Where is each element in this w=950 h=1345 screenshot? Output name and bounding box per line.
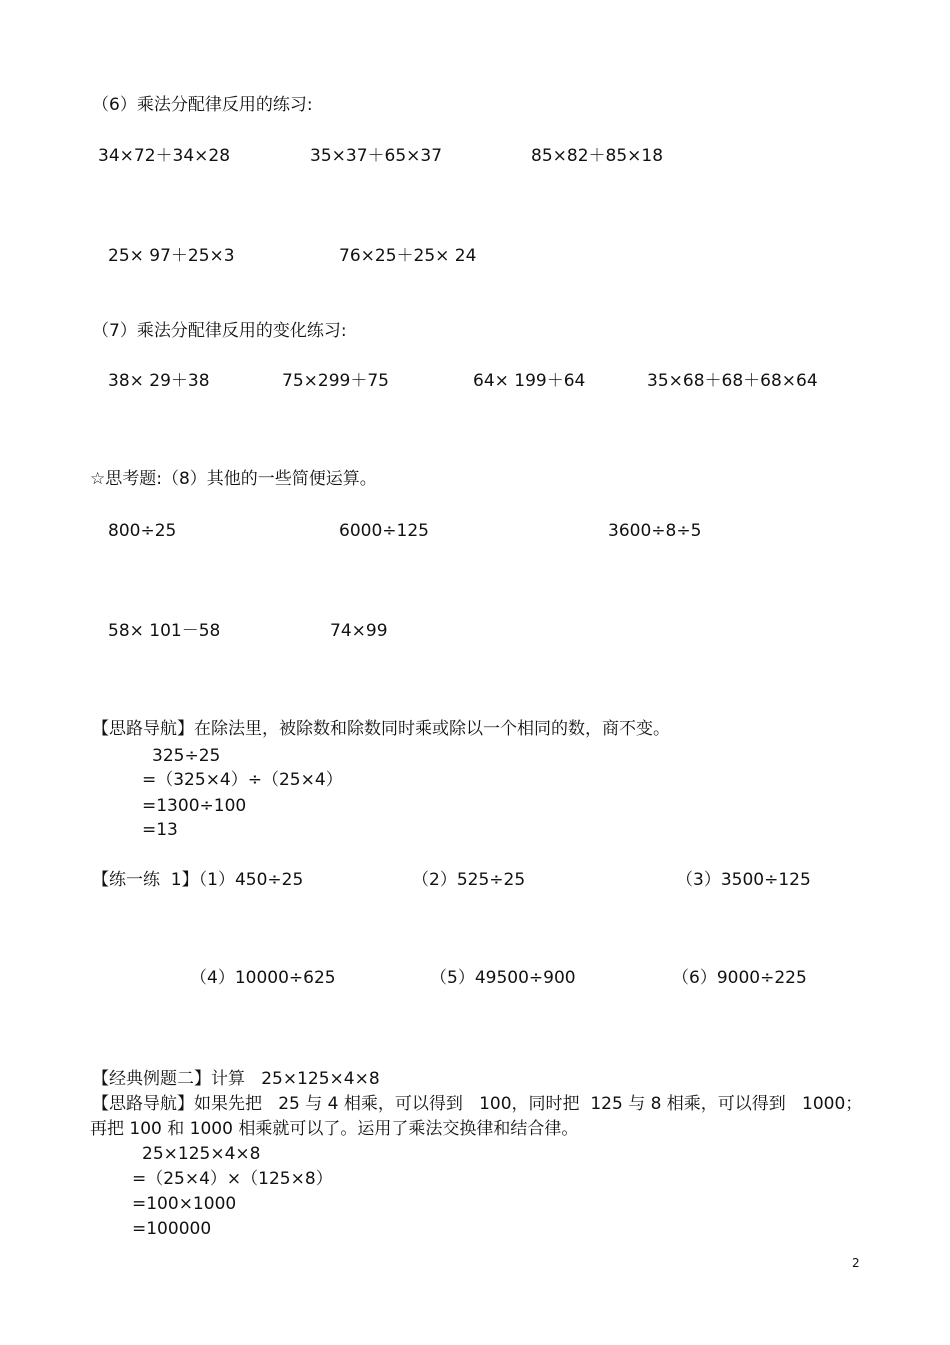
exercise-6-1: 34×72＋34×28 bbox=[98, 146, 231, 166]
example-2-guide-line-1: 【思路导航】如果先把 25 与 4 相乘，可以得到 100，同时把 125 与 8 相乘，可以得到 1000； bbox=[92, 1094, 863, 1114]
exercise-7-2: 75×299＋75 bbox=[282, 371, 389, 391]
exercise-8-3: 3600÷8÷5 bbox=[608, 521, 702, 541]
exercise-6-4: 25× 97＋25×3 bbox=[108, 246, 235, 266]
exercise-7-4: 35×68＋68＋68×64 bbox=[647, 371, 818, 391]
practice-1-2: （2）525÷25 bbox=[412, 870, 526, 890]
exercise-8-5: 74×99 bbox=[330, 621, 388, 641]
section-8-heading: ☆思考题:（8）其他的一些简便运算。 bbox=[90, 469, 377, 489]
example-2-step-2: =（25×4）×（125×8） bbox=[132, 1169, 333, 1189]
example-2-guide-line-2: 再把 100 和 1000 相乘就可以了。运用了乘法交换律和结合律。 bbox=[90, 1119, 579, 1139]
practice-1-5: （5）49500÷900 bbox=[430, 968, 576, 988]
exercise-7-3: 64× 199＋64 bbox=[473, 371, 586, 391]
page-number: 2 bbox=[852, 1256, 860, 1270]
section-6-heading: （6）乘法分配律反用的练习: bbox=[92, 95, 313, 115]
example-2-step-4: =100000 bbox=[132, 1219, 212, 1239]
exercise-8-2: 6000÷125 bbox=[339, 521, 429, 541]
exercise-8-4: 58× 101－58 bbox=[108, 621, 221, 641]
exercise-8-1: 800÷25 bbox=[108, 521, 177, 541]
guide-1-step-2: =（325×4）÷（25×4） bbox=[142, 770, 343, 790]
practice-1-4: （4）10000÷625 bbox=[190, 968, 336, 988]
example-2-title: 【经典例题二】计算 25×125×4×8 bbox=[92, 1069, 380, 1089]
guide-1-text: 【思路导航】在除法里，被除数和除数同时乘或除以一个相同的数，商不变。 bbox=[92, 719, 670, 739]
section-7-heading: （7）乘法分配律反用的变化练习: bbox=[92, 321, 347, 341]
practice-1-3: （3）3500÷125 bbox=[676, 870, 811, 890]
guide-1-step-3: =1300÷100 bbox=[142, 796, 247, 816]
exercise-6-2: 35×37＋65×37 bbox=[310, 146, 443, 166]
guide-1-step-4: =13 bbox=[142, 820, 178, 840]
example-2-step-1: 25×125×4×8 bbox=[142, 1144, 261, 1164]
exercise-6-3: 85×82＋85×18 bbox=[531, 146, 664, 166]
example-2-step-3: =100×1000 bbox=[132, 1194, 237, 1214]
practice-1-6: （6）9000÷225 bbox=[672, 968, 807, 988]
exercise-6-5: 76×25＋25× 24 bbox=[339, 246, 477, 266]
practice-1-1: 【练一练 1】（1）450÷25 bbox=[92, 870, 304, 890]
exercise-7-1: 38× 29＋38 bbox=[108, 371, 210, 391]
guide-1-step-1: 325÷25 bbox=[152, 746, 221, 766]
